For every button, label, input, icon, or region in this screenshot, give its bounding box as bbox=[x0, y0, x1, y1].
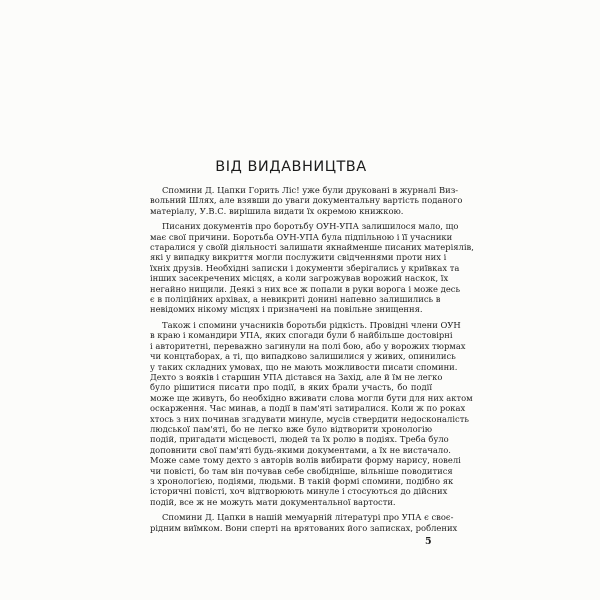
text-line: оскарження. Час минав, а події в пам'яті затиралися. Коли ж по роках bbox=[150, 403, 466, 414]
body-text bbox=[150, 185, 474, 533]
text-line: Може саме тому дехто з авторів волів вибирати форму нарису, новелі bbox=[150, 455, 461, 466]
text-line: подій, все ж не можуть мати документальної вартости. bbox=[150, 496, 396, 507]
text-line: старалися у своїй діяльності залишати якнайменше писаних матеріялів, bbox=[150, 242, 474, 253]
text-line: Спомини Д. Цапки в нашій мемуарній літературі про УПА є своє- bbox=[162, 512, 454, 523]
text-line: інших засекречених місцях, а коли загрожував ворожий наскок, їх bbox=[150, 273, 449, 284]
text-line: історичні повісті, хоч відтворюють минуле і стосуються до дійсних bbox=[150, 486, 448, 497]
text-line: і авторитетні, переважно загинули на полі бою, або у ворожих тюрмах bbox=[150, 340, 466, 351]
text-line: у таких складних умовах, що не мають можливости писати спомини. bbox=[150, 361, 458, 372]
text-line: Писаних документів про боротьбу ОУН-УПА залишилося мало, що bbox=[162, 221, 459, 232]
text-line: рідним виїмком. Вони сперті на врятованих його записках, роблених bbox=[150, 522, 458, 533]
paragraph bbox=[150, 221, 474, 315]
paragraph bbox=[150, 512, 458, 533]
text-line: Дехто з вояків і старшин УПА дістався на Захід, але й їм не легко bbox=[150, 371, 443, 382]
text-line: Спомини Д. Цапки Горить Ліс! уже були друковані в журналі Виз- bbox=[162, 185, 459, 195]
text-line: з хронологією, подіями, людьми. В такій формі спомини, подібно як bbox=[150, 475, 454, 486]
text-line: доповнити свої пам'яті будь-якими документами, а їх не вистачало. bbox=[150, 444, 451, 455]
text-line: вольний Шлях, але взявши до уваги документальну вартість поданого bbox=[150, 195, 463, 206]
text-line: невідомих нікому місцях і призначені на повільне знищення. bbox=[150, 304, 423, 315]
text-line: людської пам'яті, бо не легко вже було відтворити хронологію bbox=[150, 423, 432, 434]
text-line: негайно нищили. Деякі з них все ж попали в руки ворога і може десь bbox=[150, 283, 461, 294]
text-line: Також і спомини учасників боротьби рідкість. Провідні члени ОУН bbox=[162, 319, 461, 330]
text-line: їхніх друзів. Необхідні записки і документи зберігались у криївках та bbox=[150, 262, 460, 273]
text-line: подій, пригадати місцевості, людей та їх ролю в подіях. Треба було bbox=[150, 434, 449, 445]
text-line: хтось з них починав згадувати минуле, мусів ствердити недосконалість bbox=[150, 413, 469, 424]
text-line: які у випадку викриття могли послужити свідченнями проти них і bbox=[150, 252, 447, 263]
page-number: 5 bbox=[425, 536, 432, 547]
text-line: чи повісті, бо там він почував себе свобідніше, вільніше поводитися bbox=[150, 465, 453, 476]
page-title: ВІД ВИДАВНИЦТВА bbox=[215, 159, 367, 175]
text-line: в краю і командири УПА, яких спогади були б найбільше достовірні bbox=[150, 330, 453, 341]
page-content bbox=[150, 158, 474, 538]
paragraph bbox=[150, 319, 473, 507]
text-line: має свої причини. Боротьба ОУН-УПА була підпільною і її учасники bbox=[150, 231, 453, 242]
paragraph bbox=[150, 185, 463, 216]
text-line: було рішитися писати про події, в яких брали участь, бо події bbox=[150, 382, 432, 393]
text-line: може ще живуть, бо необхідно вживати слова могли бути для них актом bbox=[150, 392, 473, 403]
text-line: матеріалу, У.В.С. вирішила видати їх окремою книжкою. bbox=[150, 205, 404, 216]
text-line: є в поліційних архівах, а невикриті донині напевно залишились в bbox=[150, 294, 441, 305]
text-line: чи концтаборах, а ті, що випадково залишилися у живих, опинились bbox=[150, 351, 456, 362]
